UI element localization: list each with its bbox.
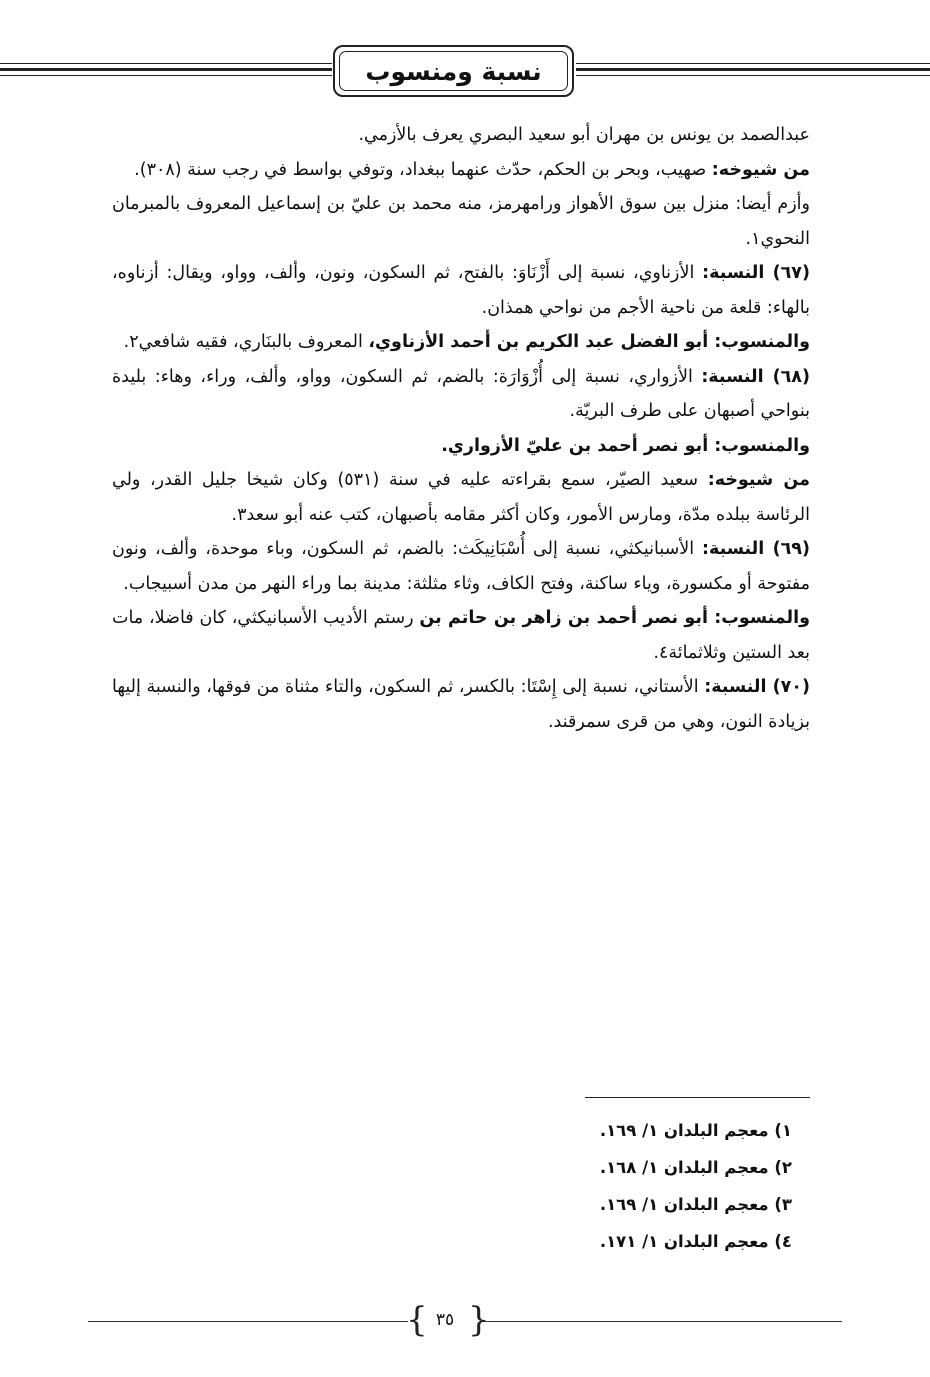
header-rule	[576, 63, 930, 64]
text-run: رستم الأديب الأسبانيكثي، كان فاضلا، مات بعد الستين وثلاثمائة٤.	[112, 608, 810, 663]
bold-label: والمنسوب: أبو نصر أحمد بن زاهر بن حاتم بن	[419, 608, 810, 628]
header-title: نسبة ومنسوب	[339, 51, 568, 91]
paragraph	[112, 153, 810, 188]
bold-label: والمنسوب: أبو نصر أحمد بن عليّ الأزواري.	[441, 435, 810, 456]
bold-label: (٧٠) النسبة:	[704, 677, 810, 697]
text-run: صهيب، وبحر بن الحكم، حدّث عنهما ببغداد، وتوفي بواسط في رجب سنة (٣٠٨).	[134, 159, 712, 180]
footer-rule	[482, 1321, 842, 1322]
bold-label: من شيوخه:	[711, 159, 810, 180]
footnote-4: ٤) معجم البلدان ١/ ١٧١.	[599, 1232, 792, 1251]
page-number-brace-left: {	[406, 1300, 428, 1340]
paragraph	[112, 463, 810, 532]
text-run: الأسبانيكثي، نسبة إلى أُسْبَانِيكَث: بالضم، ثم السكون، وباء موحدة، وألف، ونون مفتوحة أو مكسورة، وياء ساكنة، وفتح الكاف، وثاء مثلثة: مدينة بما وراء النهر من مدن أسبيجاب.	[112, 539, 810, 594]
paragraph	[112, 360, 810, 429]
header-rule	[576, 75, 930, 76]
bold-label: من شيوخه:	[707, 470, 810, 490]
bold-label: (٦٩) النسبة:	[701, 539, 810, 559]
text-run: المعروف بالبنَاري، فقيه شافعي٢.	[123, 332, 369, 352]
footnote-2: ٢) معجم البلدان ١/ ١٦٨.	[599, 1158, 792, 1177]
page-number: ٣٥	[435, 1310, 455, 1330]
bold-label: (٦٧) النسبة:	[702, 263, 810, 283]
text-run: عبدالصمد بن يونس بن مهران أبو سعيد البصري يعرف بالأزمي.	[358, 125, 810, 145]
text-run: الأستاني، نسبة إلى إِسْتَا: بالكسر، ثم السكون، والتاء مثناة من فوقها، والنسبة إليها بزيادة النون، وهي من قرى سمرقند.	[112, 677, 810, 732]
text-run: سعيد الصيّر، سمع بقراءته عليه في سنة (٥٣١) وكان شيخا جليل القدر، ولي الرئاسة ببلده مدّة، ومارس الأمور، وكان أكثر مقامه بأصبهان، كتب عنه أبو سعد٣.	[112, 470, 810, 525]
footer-rule	[88, 1321, 408, 1322]
bold-label: (٦٨) النسبة:	[701, 366, 810, 387]
main-text	[112, 118, 810, 739]
header-rule	[0, 75, 332, 76]
page-number-brace-right: }	[468, 1300, 490, 1340]
paragraph	[112, 325, 810, 360]
header-rule	[0, 68, 332, 71]
paragraph	[112, 601, 810, 670]
footnote-3: ٣) معجم البلدان ١/ ١٦٩.	[599, 1195, 792, 1214]
text-run: الأزواري، نسبة إلى أُزْوَارَة: بالضم، ثم السكون، وواو، وألف، وراء، وهاء: بليدة بنواحي أصبهان على طرف البريّة.	[112, 366, 810, 421]
header-rule	[0, 63, 332, 64]
text-run: وأزم أيضا: منزل بين سوق الأهواز ورامهرمز، منه محمد بن عليّ بن إسماعيل المعروف بالمبرمان النحوي١.	[112, 194, 810, 249]
page-header	[0, 45, 930, 105]
header-title-frame	[333, 45, 574, 97]
paragraph	[112, 118, 810, 153]
bold-label: والمنسوب: أبو الفضل عبد الكريم بن أحمد الأزناوي،	[368, 332, 810, 352]
paragraph	[112, 256, 810, 325]
text-run: الأزناوي، نسبة إلى أَزْنَاوَ: بالفتح، ثم السكون، ونون، وألف، وواو، ويقال: أزناوه، بالهاء: قلعة من ناحية الأجم من نواحي همذان.	[112, 263, 810, 318]
paragraph	[112, 670, 810, 739]
footnote-separator	[585, 1097, 810, 1098]
header-rule	[576, 68, 930, 71]
footnotes	[500, 1112, 792, 1260]
paragraph	[112, 429, 810, 464]
paragraph	[112, 532, 810, 601]
footnote-1: ١) معجم البلدان ١/ ١٦٩.	[599, 1121, 792, 1140]
paragraph	[112, 187, 810, 256]
